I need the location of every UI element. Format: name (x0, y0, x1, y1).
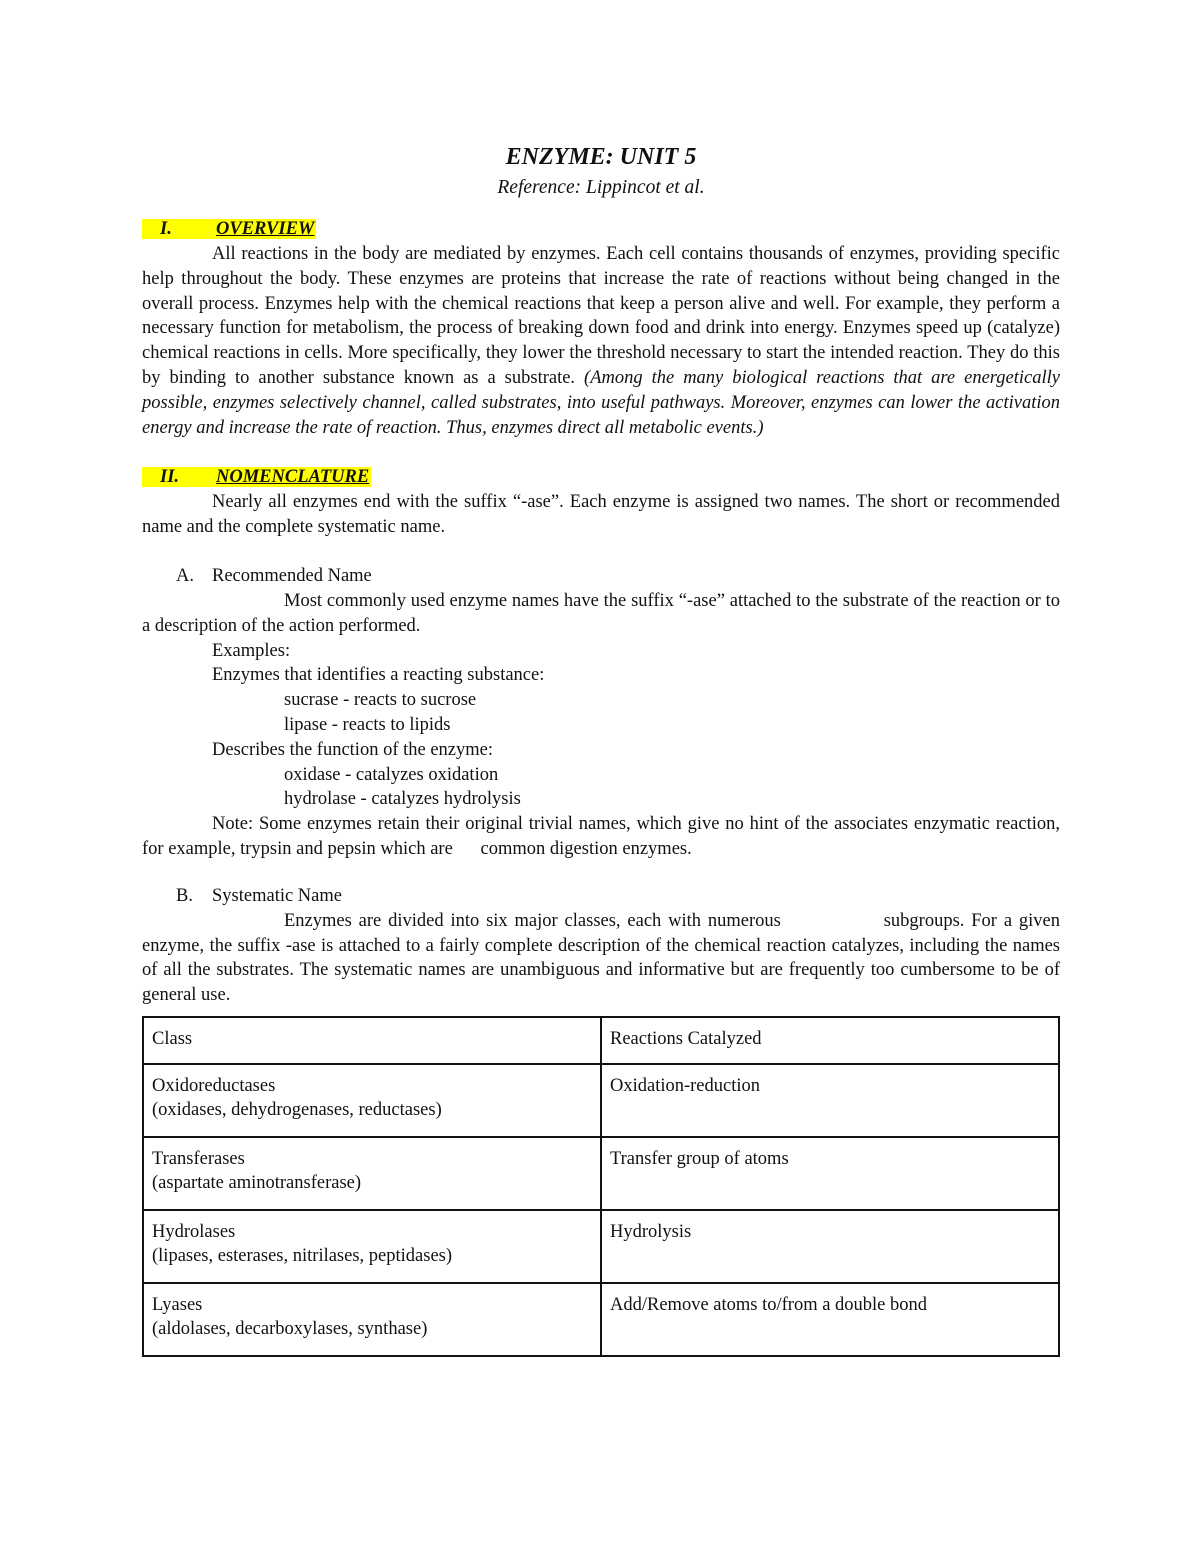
recommended-name-paragraph: Most commonly used enzyme names have the suffix “-ase” attached to the substrate of the reaction or to a description of the action performed. (142, 590, 1060, 636)
section-numeral: II. (160, 467, 180, 488)
subsection-heading: Recommended Name (212, 565, 372, 586)
table-cell-reaction: Add/Remove atoms to/from a double bond (601, 1283, 1059, 1356)
class-name: Transferases (152, 1148, 245, 1169)
class-examples: (aldolases, decarboxylases, synthase) (152, 1319, 428, 1340)
table-cell-class (143, 1210, 601, 1283)
class-examples: (lipases, esterases, nitrilases, peptidases) (152, 1246, 453, 1267)
example-item: oxidase - catalyzes oxidation (284, 764, 499, 785)
trivial-names-note: Note: Some enzymes retain their original trivial names, which give no hint of the associates enzymatic reaction, for example, trypsin and pepsin which are common digestion enzymes. (142, 814, 1060, 859)
table-cell-class (143, 1283, 601, 1356)
table-cell-reaction: Hydrolysis (601, 1210, 1059, 1283)
table-header-row (143, 1017, 1059, 1064)
example-item: hydrolase - catalyzes hydrolysis (284, 789, 521, 810)
section-heading-text: OVERVIEW (216, 219, 315, 239)
document-page (142, 140, 1060, 1357)
example-item: sucrase - reacts to sucrose (284, 690, 477, 711)
class-name: Lyases (152, 1294, 203, 1315)
systematic-name-paragraph: Enzymes are divided into six major classes, each with numerous subgroups. For a given enzyme, the suffix -ase is attached to a fairly complete description of the chemical reaction catalyzes, including the names of all the substrates. The systematic names are unambiguous and informative but are frequently too cumbersome to be of general use. (142, 910, 1060, 1006)
overview-paragraph (142, 242, 1060, 440)
overview-text: All reactions in the body are mediated by enzymes. Each cell contains thousands of enzymes, providing specific help throughout the body. These enzymes are proteins that increase the rate of reactions without being changed in the overall process. Enzymes help with the chemical reactions that keep a person alive and well. For example, they perform a necessary function for metabolism, the process of breaking down food and drink into energy. Enzymes speed up (catalyze) chemical reactions in cells. More specifically, they lower the threshold necessary to start the intended reaction. They do this by binding to another substance known as a substrate. (142, 244, 1060, 388)
table-row (143, 1210, 1059, 1283)
subsection-letter: B. (176, 885, 193, 906)
section-overview-heading (142, 216, 1060, 242)
subsection-letter: A. (176, 565, 194, 586)
table-header-class: Class (143, 1017, 601, 1064)
table-cell-reaction: Transfer group of atoms (601, 1137, 1059, 1210)
table-row (143, 1064, 1059, 1137)
examples-group1-label: Enzymes that identifies a reacting substance: (212, 665, 545, 686)
subsection-recommended-name (142, 564, 1060, 589)
table-cell-class (143, 1064, 601, 1137)
table-row (143, 1283, 1059, 1356)
document-title: ENZYME: UNIT 5 (505, 144, 697, 170)
class-examples: (aspartate aminotransferase) (152, 1173, 362, 1194)
examples-group2-label: Describes the function of the enzyme: (212, 739, 493, 760)
section-heading-text: NOMENCLATURE (216, 467, 370, 488)
heading-highlight (142, 219, 316, 239)
subsection-systematic-name (142, 884, 1060, 909)
table-header-reactions: Reactions Catalyzed (601, 1017, 1059, 1064)
nomenclature-paragraph: Nearly all enzymes end with the suffix “-ase”. Each enzyme is assigned two names. The short or recommended name and the complete systematic name. (142, 492, 1060, 538)
table-row (143, 1137, 1059, 1210)
class-name: Hydrolases (152, 1221, 236, 1242)
examples-label: Examples: (212, 640, 291, 661)
table-cell-class (143, 1137, 601, 1210)
subsection-heading: Systematic Name (212, 885, 342, 906)
class-examples: (oxidases, dehydrogenases, reductases) (152, 1100, 442, 1121)
heading-highlight (142, 467, 371, 487)
enzyme-class-table (142, 1016, 1060, 1357)
overview-italic-text: (Among the many biological reactions that are energetically possible, enzymes selectively channel, called substrates, into useful pathways. Moreover, enzymes can lower the activation energy and increase the rate of reaction. Thus, enzymes direct all metabolic events.) (142, 367, 1060, 438)
document-reference: Reference: Lippincot et al. (497, 177, 705, 198)
example-item: lipase - reacts to lipids (284, 714, 451, 735)
class-name: Oxidoreductases (152, 1075, 276, 1096)
table-cell-reaction: Oxidation-reduction (601, 1064, 1059, 1137)
section-numeral: I. (160, 219, 172, 239)
section-nomenclature-heading (142, 464, 1060, 490)
